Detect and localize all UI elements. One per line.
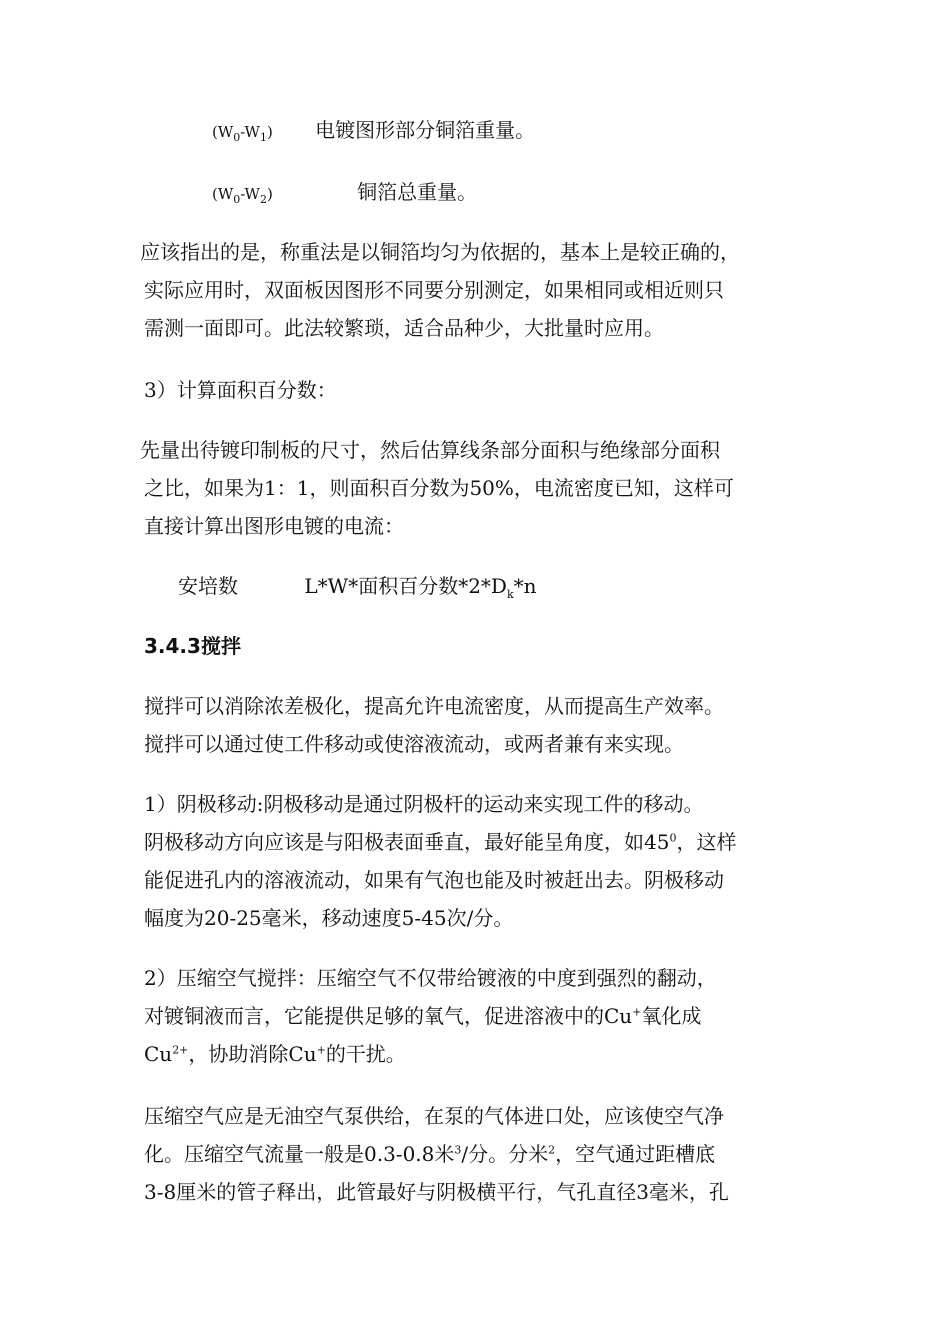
paragraph-line: $Cu^{2+}$，协助消除Cu+的干扰。 (144, 1042, 406, 1066)
paragraph-line: 先量出待镀印制板的尺寸，然后估算线条部分面积与绝缘部分面积 (140, 438, 720, 462)
paragraph-line: 3-8厘米的管子释出，此管最好与阴极横平行，气孔直径3毫米，孔 (144, 1180, 729, 1204)
paragraph-line: 能促进孔内的溶液流动，如果有气泡也能及时被赶出去。阴极移动 (144, 868, 724, 892)
paragraph-line: 幅度为20-25毫米，移动速度5-45次/分。 (144, 906, 514, 930)
paragraph-line: 搅拌可以消除浓差极化，提高允许电流密度，从而提高生产效率。 (144, 694, 724, 718)
formula-desc: 铜箔总重量。 (357, 180, 478, 204)
paragraph-line: 需测一面即可。此法较繁琐，适合品种少，大批量时应用。 (144, 316, 664, 340)
paragraph-line: 搅拌可以通过使工件移动或使溶液流动，或两者兼有来实现。 (144, 732, 684, 756)
paragraph-line: 应该指出的是，称重法是以铜箔均匀为依据的，基本上是较正确的， (140, 240, 740, 264)
ampere-formula (178, 574, 537, 601)
ampere-expression: L*W*面积百分数$*2*D_k*n$ (304, 574, 537, 601)
formula-lhs: $(W_0-W_2)$ (212, 185, 273, 206)
paragraph-line: 对镀铜液而言，它能提供足够的氧气，促进溶液中的Cu+氧化成 (144, 1004, 702, 1028)
formula-weight-total (212, 180, 477, 206)
paragraph-line: 压缩空气应是无油空气泵供给，在泵的气体进口处，应该使空气净 (144, 1104, 724, 1128)
paragraph-line: 1）阴极移动:阴极移动是通过阴极杆的运动来实现工件的移动。 (144, 792, 704, 816)
paragraph-line: 阴极移动方向应该是与阳极表面垂直，最好能呈角度，如$45^0$，这样 (144, 830, 737, 854)
paragraph-line: 实际应用时，双面板因图形不同要分别测定，如果相同或相近则只 (144, 278, 724, 302)
section-heading: 3.4.3搅拌 (144, 634, 241, 658)
formula-lhs: $(W_0-W_1)$ (212, 123, 273, 144)
paragraph-line: 之比，如果为1：1，则面积百分数为50%，电流密度已知，这样可 (144, 476, 734, 500)
paragraph-line: 化。压缩空气流量一般是0.3-0.8米$^3$/分。分米$^2$，空气通过距槽底 (144, 1142, 716, 1166)
paragraph-line: 直接计算出图形电镀的电流： (144, 514, 404, 538)
formula-desc: 电镀图形部分铜箔重量。 (315, 118, 536, 142)
paragraph-line: 2）压缩空气搅拌：压缩空气不仅带给镀液的中度到强烈的翻动， (144, 966, 717, 990)
item-heading: 3）计算面积百分数： (144, 378, 337, 402)
formula-weight-plated (212, 118, 535, 144)
ampere-label: 安培数 (178, 574, 238, 598)
